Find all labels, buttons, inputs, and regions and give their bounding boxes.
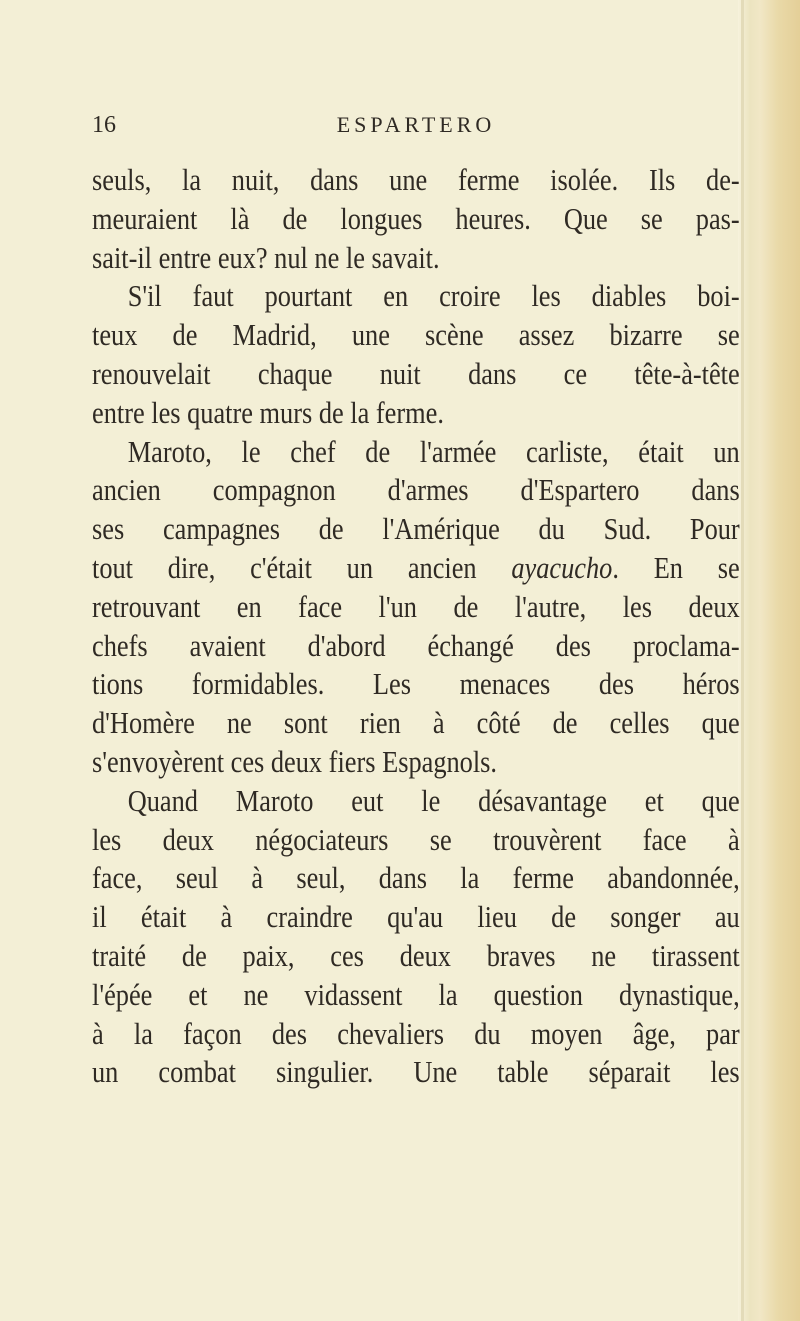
text-line: retrouvant en face l'un de l'autre, les deux: [92, 588, 740, 624]
text-line: traité de paix, ces deux braves ne tirassent: [92, 937, 740, 973]
text-line: un combat singulier. Une table séparait les: [92, 1054, 740, 1090]
text-line: chefs avaient d'abord échangé des proclama-: [92, 627, 740, 663]
text-line: s'envoyèrent ces deux fiers Espagnols.: [92, 743, 498, 779]
body-text: [92, 161, 740, 1092]
italic-word: ayacucho: [511, 549, 613, 585]
running-header: [92, 112, 740, 152]
text-line: S'il faut pourtant en croire les diables boi-: [127, 278, 740, 314]
text-line: seuls, la nuit, dans une ferme isolée. Ils de-: [92, 162, 740, 197]
page-fold-line: [741, 0, 744, 1321]
text-line: tions formidables. Les menaces des héros: [92, 666, 740, 702]
text-segment: tout dire, c'était un ancien: [92, 549, 512, 585]
text-line: teux de Madrid, une scène assez bizarre se: [92, 317, 740, 353]
text-line: à la façon des chevaliers du moyen âge, par: [92, 1015, 740, 1051]
text-line: d'Homère ne sont rien à côté de celles que: [92, 705, 740, 741]
text-segment: . En se: [612, 549, 740, 585]
text-line: sait-il entre eux? nul ne le savait.: [92, 239, 440, 275]
text-line: entre les quatre murs de la ferme.: [92, 394, 444, 430]
text-line: ses campagnes de l'Amérique du Sud. Pour: [92, 511, 740, 547]
text-line: l'épée et ne vidassent la question dynastique,: [92, 976, 740, 1012]
text-line: Quand Maroto eut le désavantage et que: [127, 782, 740, 818]
book-page-edge: [738, 0, 800, 1321]
text-line: les deux négociateurs se trouvèrent face à: [92, 821, 740, 857]
text-line: ancien compagnon d'armes d'Espartero dans: [92, 472, 740, 508]
text-line: [92, 549, 740, 588]
page-number: 16: [92, 112, 116, 138]
text-line: il était à craindre qu'au lieu de songer au: [92, 899, 740, 935]
text-line: renouvelait chaque nuit dans ce tête-à-tête: [92, 355, 740, 391]
running-title: ESPARTERO: [336, 112, 496, 137]
text-line: face, seul à seul, dans la ferme abandonnée,: [92, 860, 740, 896]
text-line: meuraient là de longues heures. Que se pas-: [92, 200, 740, 236]
text-line: Maroto, le chef de l'armée carliste, était un: [127, 433, 740, 469]
